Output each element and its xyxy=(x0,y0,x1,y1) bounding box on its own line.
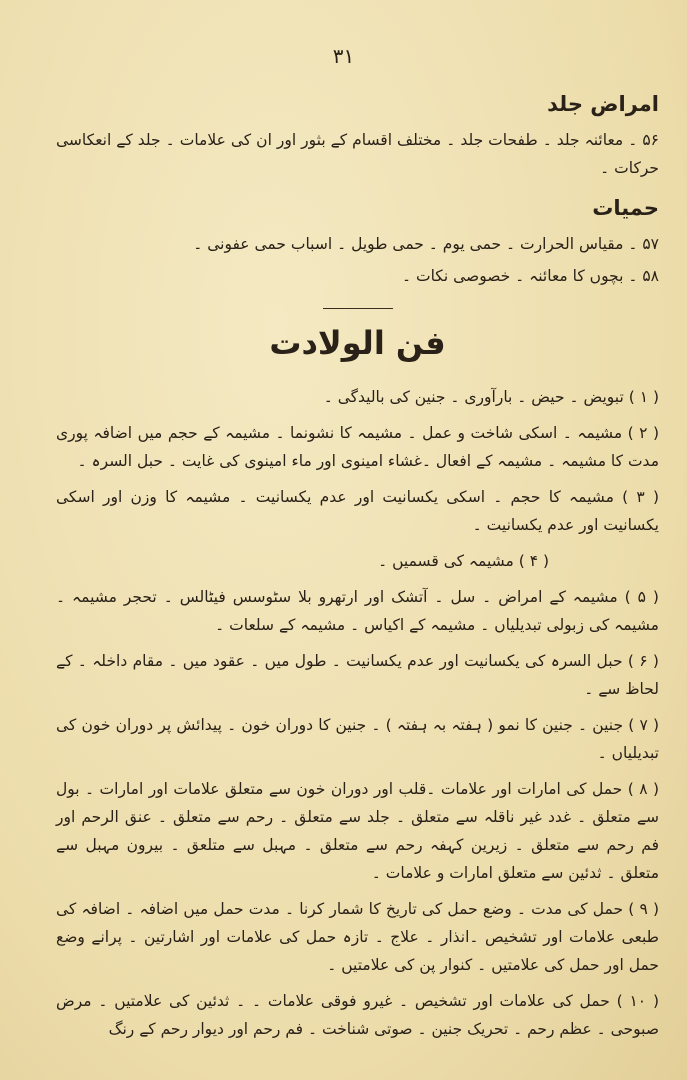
section-heading-skin: امراض جلد xyxy=(547,92,659,116)
midwifery-item-5: ( ۵ ) مشیمہ کے امراض ۔ سل ۔ آتشک اور ارتھرو بلا سٹوسس فیٹالس ۔ تحجر مشیمہ ۔ مشیمہ کی زبولی تبدیلیاں ۔ مشیمہ کے اکیاس ۔ مشیمہ کے سلعات ۔ xyxy=(56,588,659,634)
skin-item-56: ۵۶ ۔ معائنہ جلد ۔ طفحات جلد ۔ مختلف اقسام کے بثور اور ان کی علامات ۔ جلد کے انعکاسی حرکات ۔ xyxy=(56,131,659,177)
midwifery-item-4: ( ۴ ) مشیمہ کی قسمیں ۔ xyxy=(378,552,549,570)
midwifery-item-8: ( ۸ ) حمل کی امارات اور علامات ۔قلب اور دوران خون سے متعلق علامات اور امارات ۔ بول سے متعلق ۔ غدد غیر ناقلہ سے متعلق ۔ جلد سے متعلق ۔ رحم سے متعلق ۔ عنق الرحم اور فم رحم سے متعلق ۔ زیرین کہفہ رحم سے متعلق ۔ مہبل سے متلعق ۔ بیرون مہبل سے متعلق ۔ ثدئین سے متعلق امارات و علامات ۔ xyxy=(56,780,660,882)
page-number: ۳۱ xyxy=(332,44,355,68)
chapter-title: فن الولادت xyxy=(269,324,446,362)
section-heading-fevers: حمیات xyxy=(592,196,659,220)
page-content xyxy=(56,82,659,1051)
midwifery-item-10: ( ۱۰ ) حمل کی علامات اور تشخیص ۔ غیرو فوقی علامات ۔ ۔ ثدئین کی علامتیں ۔ مرض صبوحی ۔ عظم رحم ۔ تحریک جنین ۔ صوتی شناخت ۔ فم رحم اور دیوار رحم کے رنگ xyxy=(56,992,659,1038)
midwifery-item-6: ( ۶ ) حبل السرہ کی یکسانیت اور عدم یکسانیت ۔ طول میں ۔ عقود میں ۔ مقام داخلہ ۔ کے لحاظ سے ۔ xyxy=(56,652,659,698)
section-divider xyxy=(323,308,393,309)
fever-item-58: ۵۸ ۔ بچوں کا معائنہ ۔ خصوصی نکات ۔ xyxy=(401,267,659,285)
midwifery-item-7: ( ۷ ) جنین ۔ جنین کا نمو ( ہفتہ بہ ہفتہ ) ۔ جنین کا دوران خون ۔ پیدائش پر دوران خون کی تبدیلیاں ۔ xyxy=(56,716,659,762)
midwifery-item-2: ( ۲ ) مشیمہ ۔ اسکی شاخت و عمل ۔ مشیمہ کا نشونما ۔ مشیمہ کے حجم میں اضافہ پوری مدت کا مشیمہ ۔ مشیمہ کے افعال ۔غشاء امینوی اور ماء امینوی کی غایت ۔ حبل السرہ ۔ xyxy=(56,424,659,470)
fever-item-57: ۵۷ ۔ مقیاس الحرارت ۔ حمی یوم ۔ حمی طویل ۔ اسباب حمی عفونی ۔ xyxy=(193,235,659,253)
midwifery-item-3: ( ۳ ) مشیمہ کا حجم ۔ اسکی یکسانیت اور عدم یکسانیت ۔ مشیمہ کا وزن اور اسکی یکسانیت اور عدم یکسانیت ۔ xyxy=(56,488,659,534)
midwifery-item-1: ( ۱ ) تبویض ۔ حیض ۔ بارآوری ۔ جنین کی بالیدگی ۔ xyxy=(323,388,659,406)
midwifery-item-9: ( ۹ ) حمل کی مدت ۔ وضع حمل کی تاریخ کا شمار کرنا ۔ مدت حمل میں اضافہ ۔ اضافہ کی طبعی علامات اور تشخیص ۔انذار ۔ علاج ۔ تازہ حمل کی علامات اور اشارتین ۔ پرانے وضع حمل اور حمل کی علامتیں ۔ کنوار پن کی علامتیں ۔ xyxy=(56,900,659,974)
